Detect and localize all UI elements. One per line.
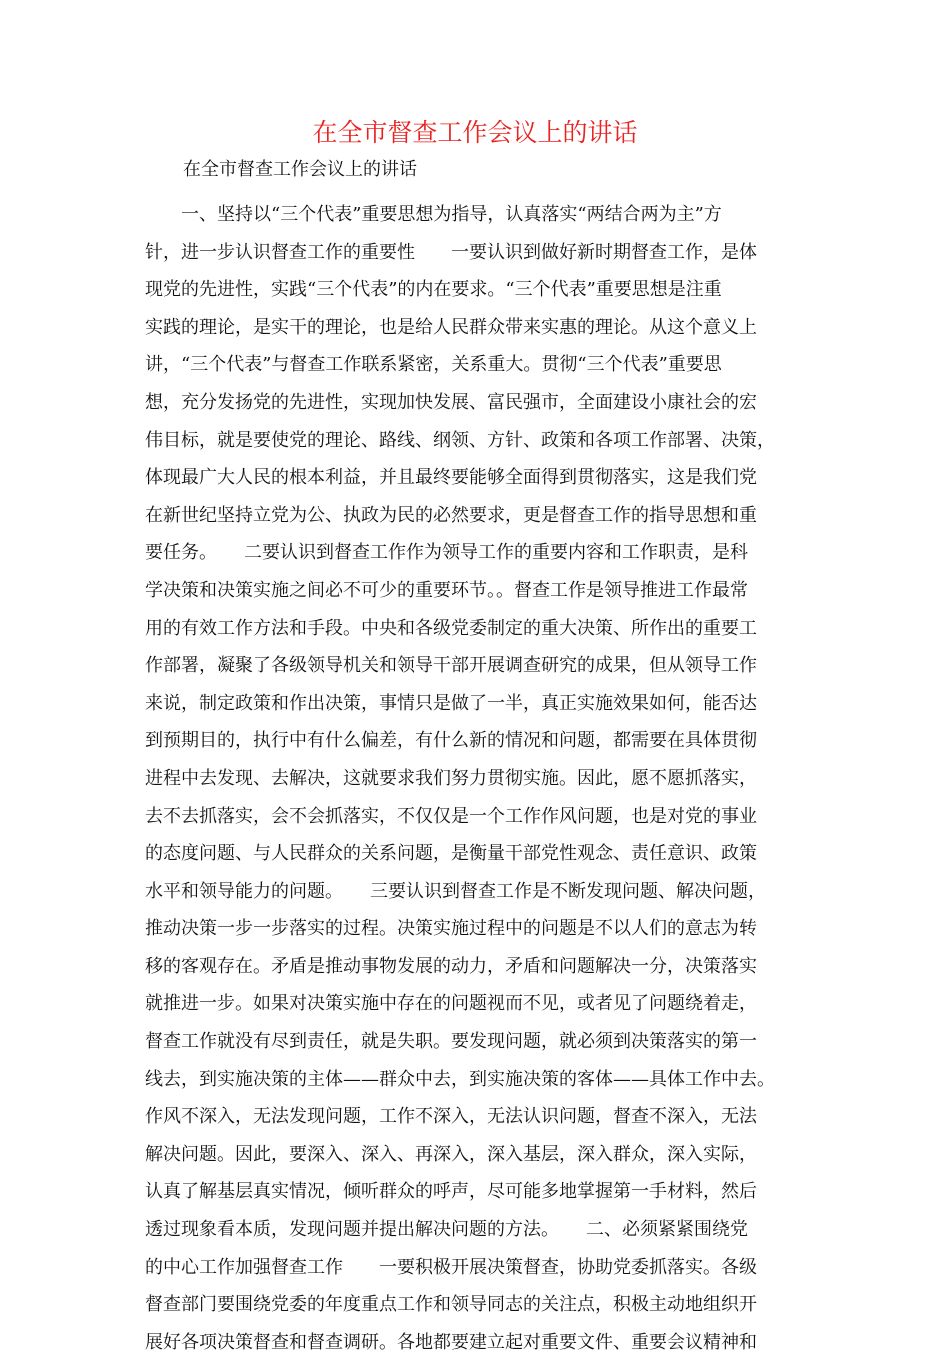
body-line: 透过现象看本质，发现问题并提出解决问题的方法。 二、必须紧紧围绕党: [145, 1219, 748, 1241]
body-line: 去不去抓落实，会不会抓落实，不仅仅是一个工作作风问题，也是对党的事业: [145, 805, 757, 827]
body-line: 想，充分发扬党的先进性，实现加快发展、富民强市，全面建设小康社会的宏: [145, 391, 757, 413]
body-line: 线去，到实施决策的主体——群众中去，到实施决策的客体——具体工作中去。: [145, 1068, 775, 1090]
body-line: 一、坚持以“三个代表”重要思想为指导，认真落实“两结合两为主”方: [145, 204, 722, 225]
body-line: 学决策和决策实施之间必不可少的重要环节。。督查工作是领导推进工作最常: [145, 579, 748, 601]
body-line: 现党的先进性，实践“三个代表”的内在要求。“三个代表”重要思想是注重: [145, 279, 722, 301]
body-line: 推动决策一步一步落实的过程。决策实施过程中的问题是不以人们的意志为转: [145, 918, 757, 940]
document-title: 在全市督查工作会议上的讲话: [312, 118, 638, 147]
body-line: 作部署，凝聚了各级领导机关和领导干部开展调查研究的成果，但从领导工作: [145, 655, 757, 677]
body-line: 讲，“三个代表”与督查工作联系紧密，关系重大。贯彻“三个代表”重要思: [145, 354, 722, 376]
body-line: 针，进一步认识督查工作的重要性 一要认识到做好新时期督查工作，是体: [145, 241, 757, 263]
body-line: 进程中去发现、去解决，这就要求我们努力贯彻实施。因此，愿不愿抓落实，: [145, 767, 757, 789]
body-line: 督查部门要围绕党委的年度重点工作和领导同志的关注点，积极主动地组织开: [145, 1294, 757, 1316]
document-body: [145, 196, 815, 1361]
body-line: 伟目标，就是要使党的理论、路线、纲领、方针、政策和各项工作部署、决策，: [145, 429, 775, 451]
body-line: 认真了解基层真实情况，倾听群众的呼声，尽可能多地掌握第一手材料，然后: [145, 1181, 757, 1203]
body-line: 要任务。 二要认识到督查工作作为领导工作的重要内容和工作职责，是科: [145, 542, 748, 564]
body-line: 作风不深入，无法发现问题，工作不深入，无法认识问题，督查不深入，无法: [145, 1106, 757, 1128]
body-line: 解决问题。因此，要深入、深入、再深入，深入基层，深入群众，深入实际，: [145, 1143, 757, 1165]
body-line: 移的客观存在。矛盾是推动事物发展的动力，矛盾和问题解决一分，决策落实: [145, 955, 757, 977]
body-line: 用的有效工作方法和手段。中央和各级党委制定的重大决策、所作出的重要工: [145, 617, 757, 639]
body-line: 的态度问题、与人民群众的关系问题，是衡量干部党性观念、责任意识、政策: [145, 843, 757, 865]
body-line: 实践的理论，是实干的理论，也是给人民群众带来实惠的理论。从这个意义上: [145, 316, 757, 338]
body-line: 到预期目的，执行中有什么偏差，有什么新的情况和问题，都需要在具体贯彻: [145, 730, 757, 752]
body-line: 就推进一步。如果对决策实施中存在的问题视而不见，或者见了问题绕着走，: [145, 993, 757, 1015]
body-line: 水平和领导能力的问题。 三要认识到督查工作是不断发现问题、解决问题，: [145, 880, 766, 902]
body-line: 体现最广大人民的根本利益，并且最终要能够全面得到贯彻落实，这是我们党: [145, 467, 757, 489]
body-line: 展好各项决策督查和督查调研。各地都要建立起对重要文件、重要会议精神和: [145, 1331, 757, 1353]
body-line: 来说，制定政策和作出决策，事情只是做了一半，真正实施效果如何，能否达: [145, 692, 757, 714]
body-line: 的中心工作加强督查工作 一要积极开展决策督查，协助党委抓落实。各级: [145, 1256, 757, 1278]
document-subtitle: 在全市督查工作会议上的讲话: [183, 159, 417, 180]
body-line: 督查工作就没有尽到责任，就是失职。要发现问题，就必须到决策落实的第一: [145, 1031, 757, 1053]
body-line: 在新世纪坚持立党为公、执政为民的必然要求，更是督查工作的指导思想和重: [145, 504, 757, 526]
